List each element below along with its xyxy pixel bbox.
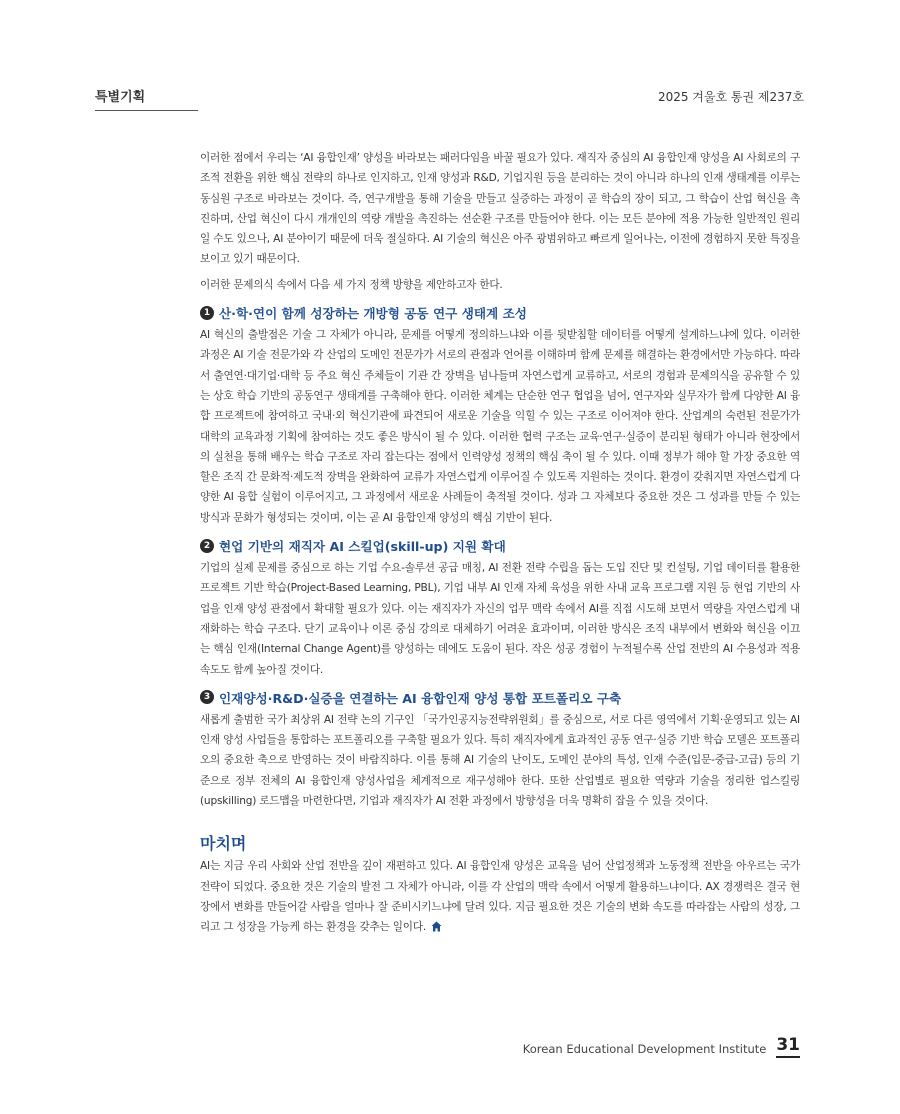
section-title-1: 산·학·연이 함께 성장하는 개방형 공동 연구 생태계 조성 <box>219 306 527 322</box>
number-badge-3: 3 <box>200 690 214 704</box>
section-heading-2 <box>200 536 800 555</box>
home-icon <box>431 919 442 939</box>
institute-name: Korean Educational Development Institute <box>522 1042 767 1056</box>
section-heading-1 <box>200 303 800 322</box>
closing-paragraph <box>200 856 800 939</box>
page-footer <box>523 1035 800 1058</box>
section-heading-3 <box>200 688 800 707</box>
section-label: 특별기획 <box>95 86 198 111</box>
section-body-2: 기업의 실제 문제를 중심으로 하는 기업 수요-솔루션 공급 매칭, AI 전환 전략 수립을 돕는 도입 진단 및 컨설팅, 기업 데이터를 활용한 프로젝트 기반 학습(Project-Based Learning, PBL), 기업 내부 AI 인재 자체 육성을 위한 사내 교육 프로그램 지원 등 현업 기반의 사업을 인재 양성 관점에서 확대할 필요가 있다. 이는 재직자가 자신의 업무 맥락 속에서 AI를 직접 시도해 보면서 역량을 자연스럽게 내재화하는 학습 구조다. 단기 교육이나 이론 중심 강의로 대체하기 어려운 효과이며, 이러한 방식은 조직 내부에서 변화와 혁신을 이끄는 핵심 인재(Internal Change Agent)를 양성하는 데에도 도움이 된다. 작은 성공 경험이 누적될수록 산업 전반의 AI 수용성과 적용 속도도 함께 높아질 것이다. <box>200 562 800 676</box>
article-body <box>200 148 800 940</box>
intro-paragraph-2: 이러한 문제의식 속에서 다음 세 가지 정책 방향을 제안하고자 한다. <box>200 278 503 291</box>
closing-text: AI는 지금 우리 사회와 산업 전반을 깊이 재편하고 있다. AI 융합인재 양성은 교육을 넘어 산업정책과 노동정책 전반을 아우르는 국가 전략이 되었다. 중요한 것은 기술의 발전 그 자체가 아니라, 이를 각 산업의 맥락 속에서 어떻게 활용하느냐이다. AX 경쟁력은 결국 현장에서 변화를 만들어갈 사람을 얼마나 잘 준비시키느냐에 달려 있다. 지금 필요한 것은 기술의 변화 속도를 따라잡는 사람의 성장, 그리고 그 성장을 가능케 하는 환경을 갖추는 일이다. <box>200 860 800 934</box>
section-title-3: 인재양성·R&D·실증을 연결하는 AI 융합인재 양성 통합 포트폴리오 구축 <box>219 690 622 706</box>
closing-heading: 마치며 <box>200 834 247 854</box>
intro-paragraph: 이러한 점에서 우리는 ‘AI 융합인재’ 양성을 바라보는 패러다임을 바꿀 필요가 있다. 재직자 중심의 AI 융합인재 양성을 AI 사회로의 구조적 전환을 위한 핵심 전략의 하나로 인지하고, 인재 양성과 R&D, 기업지원 등을 분리하는 것이 아니라 하나의 인재 생태계를 이루는 동심원 구조로 바라보는 것이다. 즉, 연구개발을 통해 기술을 만들고 실증하는 과정이 곧 학습의 장이 되고, 그 학습이 산업 혁신을 촉진하며, 산업 혁신이 다시 개개인의 역량 개발을 촉진하는 선순환 구조를 만들어야 한다. 이는 모든 분야에 적용 가능한 일반적인 원리일 수도 있으나, AI 분야이기 때문에 더욱 절실하다. AI 기술의 혁신은 아주 광범위하고 빠르게 일어나는, 이전에 경험하지 못한 특징을 보이고 있기 때문이다. <box>200 152 800 266</box>
section-title-2: 현업 기반의 재직자 AI 스킬업(skill-up) 지원 확대 <box>219 539 506 555</box>
section-body-3: 새롭게 출범한 국가 최상위 AI 전략 논의 기구인 「국가인공지능전략위원회」를 중심으로, 서로 다른 영역에서 기획·운영되고 있는 AI 인재 양성 사업들을 통합하는 포트폴리오를 구축할 필요가 있다. 특히 재직자에게 효과적인 공동 연구·실증 기반 학습 모델은 포트폴리오의 중요한 축으로 반영하는 것이 바람직하다. 이를 통해 AI 기술의 난이도, 도메인 분야의 특성, 인재 수준(입문-중급-고급) 등의 기준으로 정부 전체의 AI 융합인재 양성사업을 체계적으로 재구성해야 한다. 또한 산업별로 필요한 역량과 기술을 정리한 업스킬링(upskilling) 로드맵을 마련한다면, 기업과 재직자가 AI 전환 과정에서 방향성을 더욱 명확히 잡을 수 있을 것이다. <box>200 713 800 808</box>
section-body-1: AI 혁신의 출발점은 기술 그 자체가 아니라, 문제를 어떻게 정의하느냐와 이를 뒷받침할 데이터를 어떻게 설계하느냐에 있다. 이러한 과정은 AI 기술 전문가와 각 산업의 도메인 전문가가 서로의 관점과 언어를 이해하며 함께 문제를 해결하는 환경에서만 가능하다. 따라서 출연연·대기업·대학 등 주요 혁신 주체들이 기관 간 장벽을 넘나들며 자연스럽게 교류하고, 서로의 경험과 문제의식을 공유할 수 있는 상호 학습 기반의 공동연구 생태계를 구축해야 한다. 이러한 체계는 단순한 연구 협업을 넘어, 연구자와 실무자가 함께 다양한 AI 융합 프로젝트에 참여하고 국내·외 혁신기관에 파견되어 새로운 기술을 익힐 수 있는 구조로 이어져야 한다. 산업계의 숙련된 전문가가 대학의 교육과정 기획에 참여하는 것도 좋은 방식이 될 수 있다. 이러한 협력 구조는 교육·연구·실증이 분리된 형태가 아니라 현장에서의 실천을 통해 배우는 학습 구조로 자리 잡는다는 점에서 인력양성 정책의 핵심 축이 될 수 있다. 이때 정부가 해야 할 가장 중요한 역할은 조직 간 문화적·제도적 장벽을 완화하여 교류가 자연스럽게 이루어질 수 있도록 지원하는 것이다. 환경이 갖춰지면 자연스럽게 다양한 AI 융합 실험이 이루어지고, 그 과정에서 새로운 사례들이 축적될 것이다. 성과 그 자체보다 중요한 것은 그 성과를 만들 수 있는 방식과 문화가 형성되는 것이며, 이는 곧 AI 융합인재 양성의 핵심 기반이 된다. <box>200 329 800 524</box>
number-badge-1: 1 <box>200 306 214 320</box>
issue-label: 2025 겨울호 통권 제237호 <box>657 90 804 104</box>
number-badge-2: 2 <box>200 539 214 553</box>
page-number: 31 <box>776 1035 800 1058</box>
